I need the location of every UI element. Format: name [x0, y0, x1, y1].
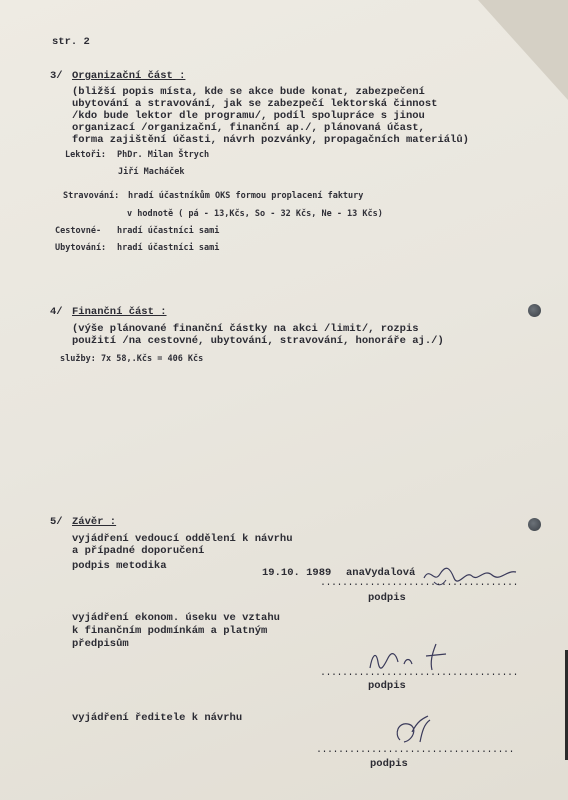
section5-heading: Závěr :	[72, 516, 117, 528]
signature-label: podpis	[370, 758, 408, 770]
metodik-name: anaVydalová	[346, 567, 416, 579]
lektor-name: PhDr. Milan Štrych	[117, 150, 210, 160]
section3-line: organizací /organizační, finanční ap./, plánovaná účast,	[72, 122, 425, 134]
section3-line: (bližší popis místa, kde se akce bude konat, zabezpečení	[72, 86, 425, 98]
signature-line: ....................................	[320, 668, 519, 679]
signature-line: ....................................	[316, 745, 515, 756]
sluzby-text: služby: 7x 58,.Kčs = 406 Kčs	[60, 354, 204, 364]
section4-heading: Finanční část :	[72, 306, 167, 318]
section3-line: /kdo bude lektor dle programu/, podíl spolupráce s jinou	[72, 110, 425, 122]
signature-label: podpis	[368, 680, 406, 692]
ubytovani-text: hradí účastníci sami	[117, 243, 220, 253]
cestovne-label: Cestovné-	[55, 226, 102, 236]
punch-hole	[528, 304, 541, 317]
reditel-line: vyjádření ředitele k návrhu	[72, 712, 243, 724]
reditel-signature	[390, 712, 440, 746]
ekonom-line: vyjádření ekonom. úseku ve vztahu	[72, 612, 280, 624]
page-label: str. 2	[52, 36, 90, 48]
vedouci-line: a případné doporučení	[72, 545, 205, 557]
section3-line: ubytování a stravování, jak se zabezpečí lektorská činnost	[72, 98, 438, 110]
lektor-name: Jiří Macháček	[118, 167, 185, 177]
section4-line: použití /na cestovné, ubytování, stravování, honoráře aj./)	[72, 335, 444, 347]
lektori-label: Lektoři:	[65, 150, 106, 160]
stravovani-text: hradí účastníkům OKS formou proplacení faktury	[128, 191, 364, 201]
ubytovani-label: Ubytování:	[55, 243, 107, 253]
signature-line: ....................................	[320, 578, 519, 589]
vedouci-line: vyjádření vedoucí oddělení k návrhu	[72, 533, 293, 545]
ekonom-line: předpisům	[72, 638, 129, 650]
folded-corner	[478, 0, 568, 100]
stravovani-value: v hodnotě ( pá - 13,Kčs, So - 32 Kčs, Ne - 13 Kčs)	[127, 209, 383, 219]
date-text: 19.10. 1989	[262, 567, 332, 579]
section3-heading: Organizační část :	[72, 70, 186, 82]
section4-number: 4/	[50, 306, 63, 318]
section4-line: (výše plánované finanční částky na akci /limit/, rozpis	[72, 323, 419, 335]
metodik-label: podpis metodika	[72, 560, 167, 572]
cestovne-text: hradí účastníci sami	[117, 226, 220, 236]
signature-label: podpis	[368, 592, 406, 604]
section5-number: 5/	[50, 516, 63, 528]
ekonom-line: k finančním podmínkám a platným	[72, 625, 268, 637]
section3-number: 3/	[50, 70, 63, 82]
stravovani-label: Stravování:	[63, 191, 120, 201]
punch-hole	[528, 518, 541, 531]
section3-line: forma zajištění účasti, návrh pozvánky, propagačních materiálů)	[72, 134, 469, 146]
